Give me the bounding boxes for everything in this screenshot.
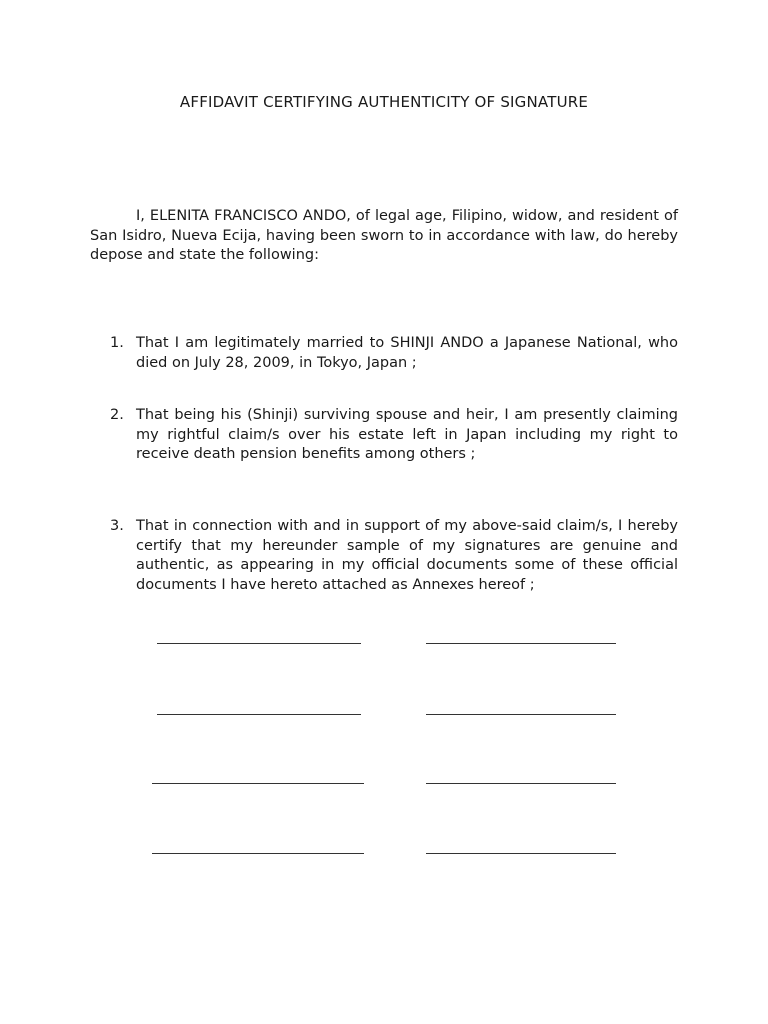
signature-line <box>152 783 364 784</box>
signature-line <box>426 783 616 784</box>
item-text: That I am legitimately married to SHINJI ANDO a Japanese National, who died on July 28, 2009, in Tokyo, Japan ; <box>136 335 678 371</box>
item-number: 3. <box>110 518 124 534</box>
signature-line <box>426 714 616 715</box>
list-item <box>110 517 678 595</box>
signature-line <box>157 714 361 715</box>
signature-line <box>426 853 616 854</box>
signature-line <box>157 643 361 644</box>
item-number: 1. <box>110 335 124 351</box>
list-item <box>110 406 678 465</box>
item-number: 2. <box>110 407 124 423</box>
signature-line <box>152 853 364 854</box>
document-title: AFFIDAVIT CERTIFYING AUTHENTICITY OF SIGNATURE <box>179 93 589 111</box>
intro-paragraph: I, ELENITA FRANCISCO ANDO, of legal age, Filipino, widow, and resident of San Isidro, Nueva Ecija, having been sworn to in accordance with law, do hereby depose and state the following: <box>90 208 678 263</box>
signature-line <box>426 643 616 644</box>
list-item <box>110 334 678 373</box>
item-text: That in connection with and in support of my above-said claim/s, I hereby certify that my hereunder sample of my signatures are genuine and authentic, as appearing in my official documents some of these official documents I have hereto attached as Annexes hereof ; <box>136 518 678 593</box>
item-text: That being his (Shinji) surviving spouse and heir, I am presently claiming my rightful claim/s over his estate left in Japan including my right to receive death pension benefits among others ; <box>136 407 678 462</box>
